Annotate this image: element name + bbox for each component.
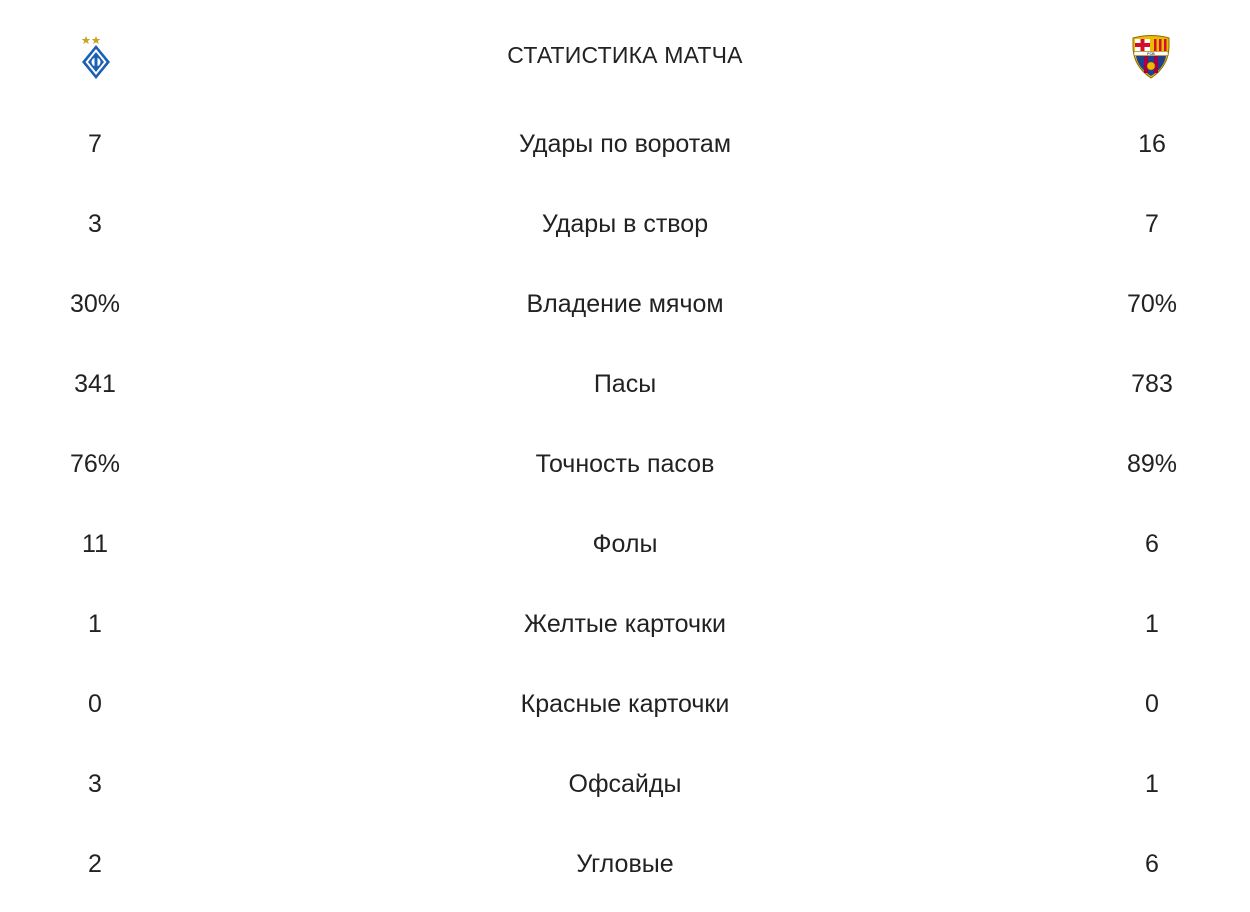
stat-row: [0, 744, 1250, 824]
stat-row: [0, 184, 1250, 264]
stat-row: [0, 264, 1250, 344]
away-value: 783: [1131, 370, 1173, 398]
away-value: 70%: [1126, 290, 1178, 318]
stat-row: [0, 584, 1250, 664]
stat-row: [0, 664, 1250, 744]
home-value: 1: [88, 610, 102, 638]
home-value: 76%: [69, 450, 121, 478]
away-value: 1: [1145, 610, 1159, 638]
stat-label: Фолы: [592, 530, 658, 558]
home-value: 0: [88, 690, 102, 718]
stat-label: Красные карточки: [520, 690, 730, 718]
home-value: 11: [82, 530, 108, 558]
stat-label: Офсайды: [568, 770, 682, 798]
stat-label: Владение мячом: [526, 290, 724, 318]
stat-row: [0, 824, 1250, 904]
home-value: 2: [88, 850, 102, 878]
home-value: 3: [88, 210, 102, 238]
away-value: 0: [1145, 690, 1159, 718]
stat-row: [0, 104, 1250, 184]
stat-row: [0, 504, 1250, 584]
dynamo-kyiv-crest-icon: [72, 32, 120, 80]
stat-label: Точность пасов: [535, 450, 715, 478]
away-value: 1: [1145, 770, 1159, 798]
stats-table: [0, 104, 1250, 904]
stats-header: [0, 28, 1250, 84]
home-value: 30%: [69, 290, 121, 318]
stat-label: Пасы: [593, 370, 657, 398]
away-value: 16: [1138, 130, 1166, 158]
stat-label: Удары по воротам: [518, 130, 732, 158]
away-value: 6: [1145, 850, 1159, 878]
page-title: СТАТИСТИКА МАТЧА: [507, 42, 743, 68]
stat-label: Угловые: [576, 850, 674, 878]
away-value: 89%: [1126, 450, 1178, 478]
svg-text:FCB: FCB: [1147, 51, 1155, 56]
stat-row: [0, 344, 1250, 424]
stat-label: Удары в створ: [541, 210, 709, 238]
home-value: 7: [88, 130, 102, 158]
stat-row: [0, 424, 1250, 504]
away-value: 6: [1145, 530, 1159, 558]
stat-label: Желтые карточки: [524, 610, 726, 638]
fc-barcelona-crest-icon: [1127, 32, 1175, 80]
away-value: 7: [1145, 210, 1159, 238]
home-value: 3: [88, 770, 102, 798]
home-value: 341: [74, 370, 116, 398]
